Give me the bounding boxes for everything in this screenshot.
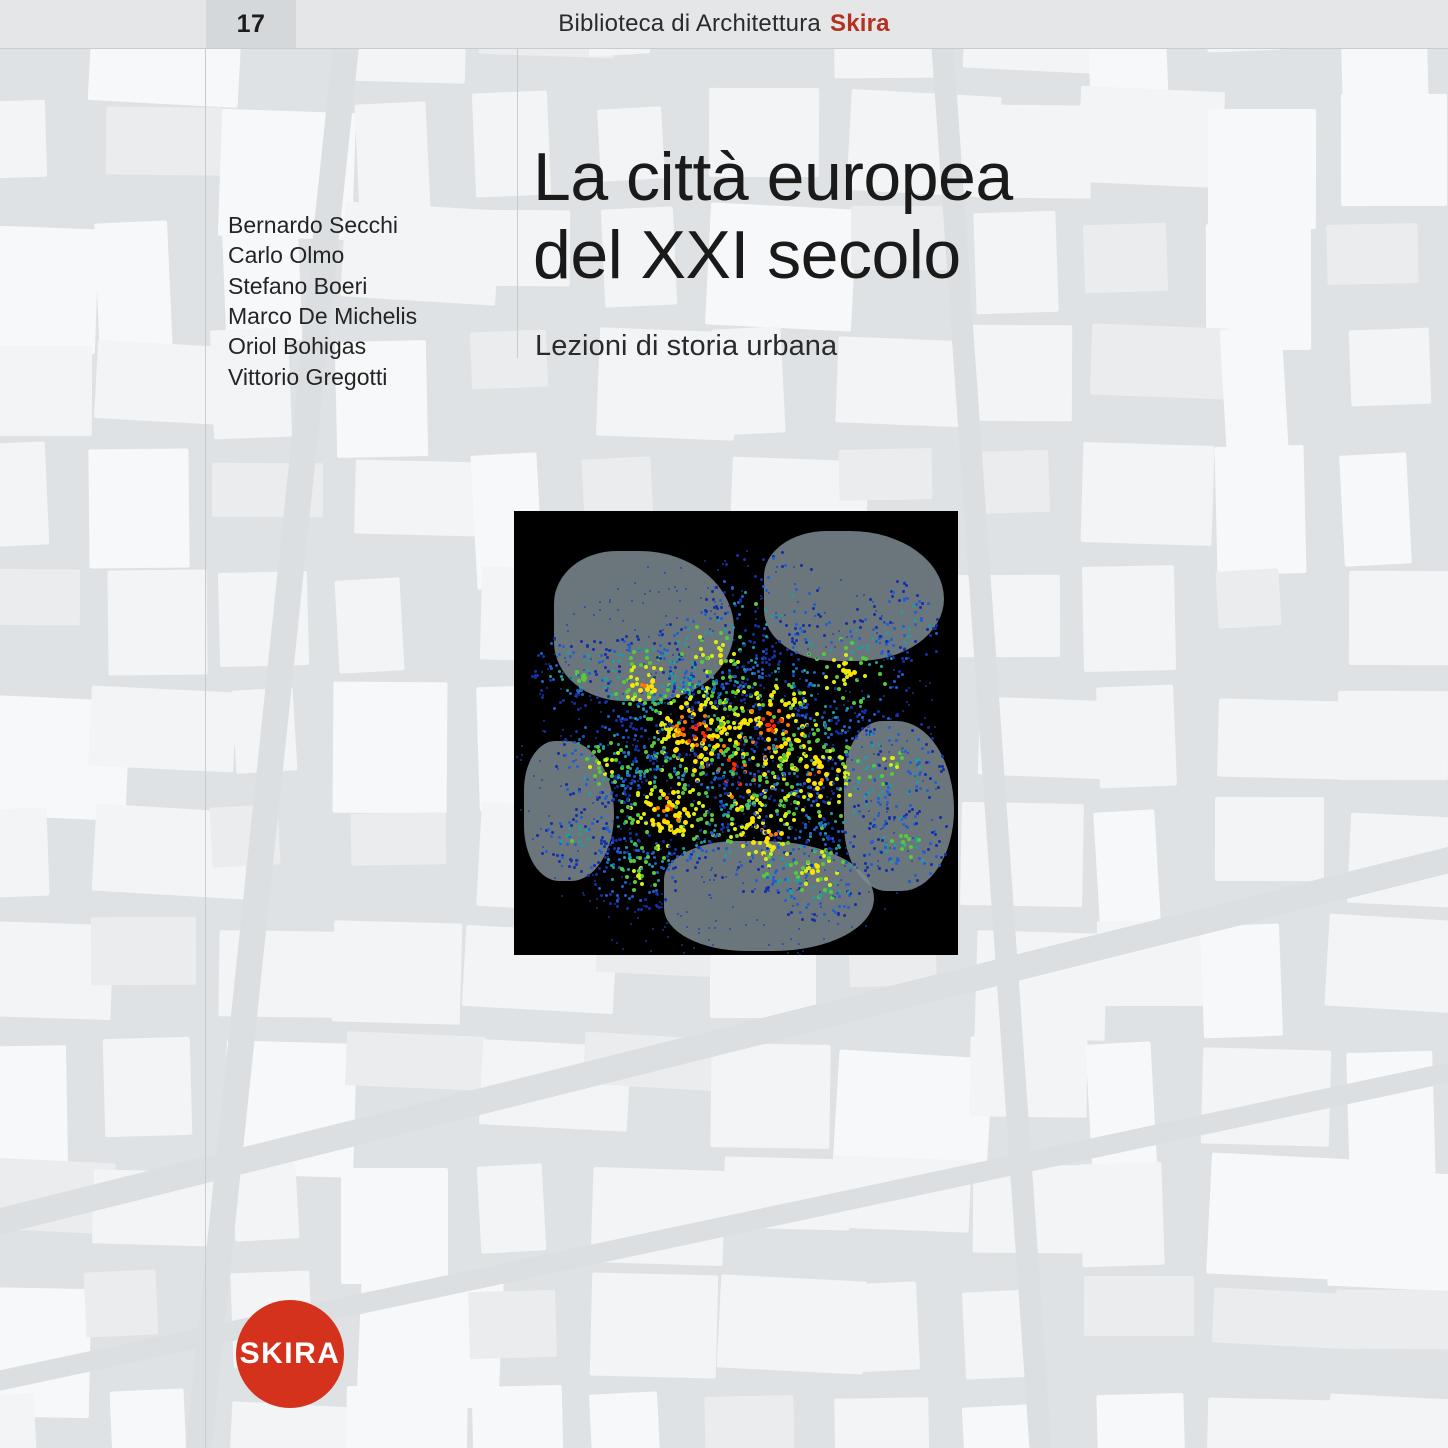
author-name: Stefano Boeri: [228, 272, 368, 299]
publisher-logo-text: SKIRA: [239, 1337, 341, 1370]
author-name: Oriol Bohigas: [228, 333, 367, 360]
series-number: 17: [206, 0, 296, 48]
series-title-text: Biblioteca di Architettura: [558, 10, 821, 37]
author-name: Marco De Michelis: [228, 303, 418, 330]
author-name: Vittorio Gregotti: [228, 363, 388, 390]
book-title-line-1: La città europea: [533, 139, 1013, 215]
publisher-logo: [236, 1300, 344, 1408]
book-subtitle: Lezioni di storia urbana: [535, 330, 838, 362]
left-vertical-rule: [205, 48, 206, 1448]
book-title-line-2: del XXI secolo: [533, 217, 961, 294]
publisher-brand-text: Skira: [829, 10, 890, 37]
author-list: [228, 210, 498, 392]
author-name: Carlo Olmo: [228, 242, 345, 269]
middle-vertical-rule: [517, 48, 518, 358]
book-title: [533, 138, 1333, 294]
cover-image-europe-night-lights: [514, 511, 958, 955]
author-name: Bernardo Secchi: [228, 212, 399, 238]
